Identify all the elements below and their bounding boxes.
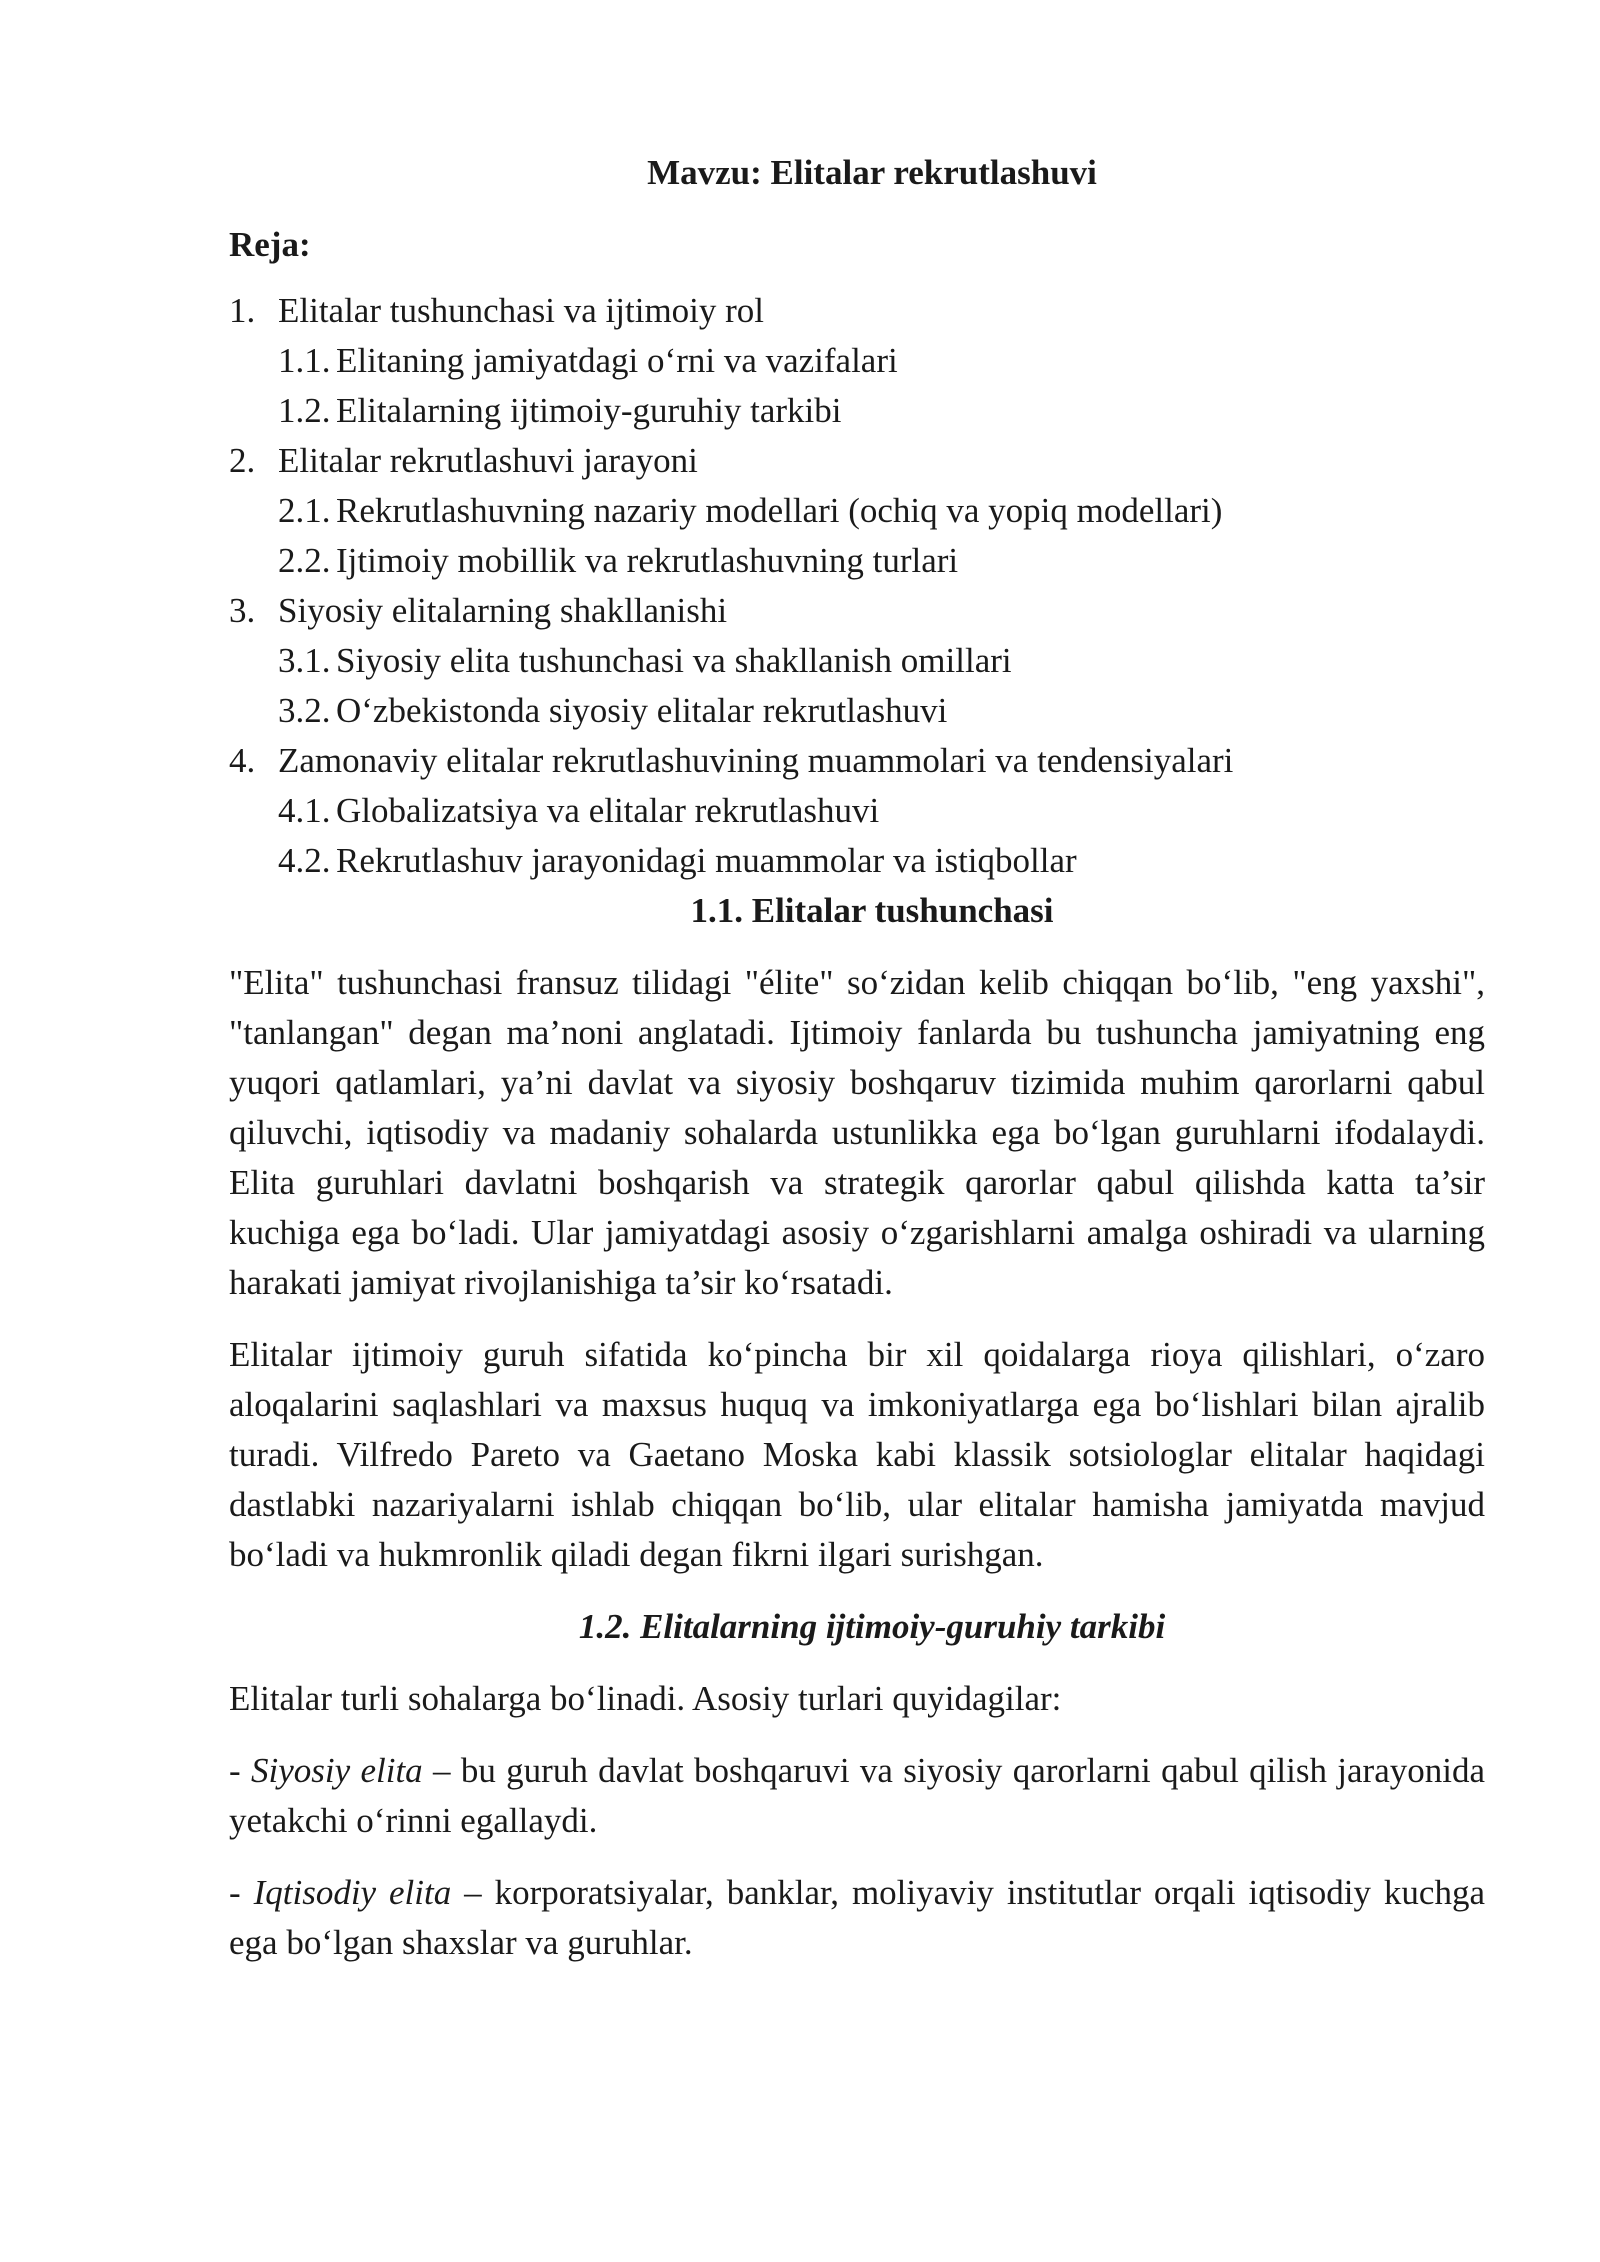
- outline-number: 1.: [229, 291, 256, 330]
- outline-text: Elitalarning ijtimoiy-guruhiy tarkibi: [336, 391, 842, 430]
- outline-number: 3.: [229, 591, 256, 630]
- outline-text: Ijtimoiy mobillik va rekrutlashuvning turlari: [336, 541, 959, 580]
- outline-text: Siyosiy elitalarning shakllanishi: [278, 591, 728, 630]
- outline-item: [229, 386, 1485, 436]
- outline-item: [229, 636, 1485, 686]
- item-description: – bu guruh davlat boshqaruvi va siyosiy qarorlarni qabul qilish jarayonida yetakchi o‘rinni egallaydi.: [229, 1751, 1485, 1840]
- outline-number: 1.1.: [278, 341, 331, 380]
- item-prefix: -: [229, 1751, 251, 1790]
- outline-item: [229, 686, 1485, 736]
- outline-text: Elitaning jamiyatdagi o‘rni va vazifalari: [336, 341, 898, 380]
- paragraph: Elitalar ijtimoiy guruh sifatida ko‘pincha bir xil qoidalarga rioya qilishlari, o‘zaro aloqalarini saqlashlari va maxsus huquq va imkoniyatlarga ega bo‘lishlari bilan ajralib turadi. Vilfredo Pareto va Gaetano Moska kabi klassik sotsiologlar elitalar haqidagi dastlabki nazariyalarni ishlab chiqqan bo‘lib, ular elitalar hamisha jamiyatda mavjud bo‘ladi va hukmronlik qiladi degan fikrni ilgari surishgan.: [229, 1335, 1485, 1574]
- outline-item: [229, 586, 1485, 636]
- outline-text: Rekrutlashuv jarayonidagi muammolar va istiqbollar: [336, 841, 1077, 880]
- outline-text: O‘zbekistonda siyosiy elitalar rekrutlashuvi: [336, 691, 948, 730]
- outline-text: Rekrutlashuvning nazariy modellari (ochiq va yopiq modellari): [336, 491, 1223, 530]
- outline-item: [229, 786, 1485, 836]
- outline-text: Globalizatsiya va elitalar rekrutlashuvi: [336, 791, 880, 830]
- elite-type-item: [229, 1746, 1485, 1846]
- elite-type-item: [229, 1868, 1485, 1968]
- outline-number: 3.2.: [278, 691, 331, 730]
- outline-number: 2.2.: [278, 541, 331, 580]
- item-term: Siyosiy elita: [251, 1751, 423, 1790]
- item-term: Iqtisodiy elita: [253, 1873, 452, 1912]
- outline-item: [229, 336, 1485, 386]
- document-title: Mavzu: Elitalar rekrutlashuvi: [647, 153, 1097, 192]
- outline-number: 2.: [229, 441, 256, 480]
- outline-text: Zamonaviy elitalar rekrutlashuvining muammolari va tendensiyalari: [278, 741, 1234, 780]
- item-description: – korporatsiyalar, banklar, moliyaviy institutlar orqali iqtisodiy kuchga ega bo‘lgan shaxslar va guruhlar.: [229, 1873, 1485, 1962]
- outline-item: [229, 436, 1485, 486]
- outline-item: [229, 286, 1485, 336]
- section-heading-1-1: 1.1. Elitalar tushunchasi: [690, 891, 1054, 930]
- paragraph: Elitalar turli sohalarga bo‘linadi. Asosiy turlari quyidagilar:: [229, 1679, 1062, 1718]
- paragraph: "Elita" tushunchasi fransuz tilidagi "élite" so‘zidan kelib chiqqan bo‘lib, "eng yaxshi", "tanlangan" degan ma’noni anglatadi. Ijtimoiy fanlarda bu tushuncha jamiyatning eng yuqori qatlamlari, ya’ni davlat va siyosiy boshqaruv tizimida muhim qarorlarni qabul qiluvchi, iqtisodiy va madaniy sohalarda ustunlikka ega bo‘lgan guruhlarni ifodalaydi. Elita guruhlari davlatni boshqarish va strategik qarorlar qabul qilishda katta ta’sir kuchiga ega bo‘ladi. Ular jamiyatdagi asosiy o‘zgarishlarni amalga oshiradi va ularning harakati jamiyat rivojlanishiga ta’sir ko‘rsatadi.: [229, 963, 1485, 1302]
- plan-label: Reja:: [229, 225, 311, 264]
- outline-item: [229, 486, 1485, 536]
- outline-item: [229, 836, 1485, 886]
- outline-text: Siyosiy elita tushunchasi va shakllanish omillari: [336, 641, 1012, 680]
- outline-number: 3.1.: [278, 641, 331, 680]
- section-heading-1-2: 1.2. Elitalarning ijtimoiy-guruhiy tarkibi: [578, 1607, 1166, 1646]
- outline-item: [229, 736, 1485, 786]
- plan-outline: [229, 286, 1485, 886]
- outline-number: 2.1.: [278, 491, 331, 530]
- outline-number: 1.2.: [278, 391, 331, 430]
- outline-item: [229, 536, 1485, 586]
- outline-text: Elitalar tushunchasi va ijtimoiy rol: [278, 291, 765, 330]
- outline-text: Elitalar rekrutlashuvi jarayoni: [278, 441, 698, 480]
- outline-number: 4.1.: [278, 791, 331, 830]
- outline-number: 4.: [229, 741, 256, 780]
- outline-number: 4.2.: [278, 841, 331, 880]
- document-content: [229, 148, 1485, 1990]
- item-prefix: -: [229, 1873, 254, 1912]
